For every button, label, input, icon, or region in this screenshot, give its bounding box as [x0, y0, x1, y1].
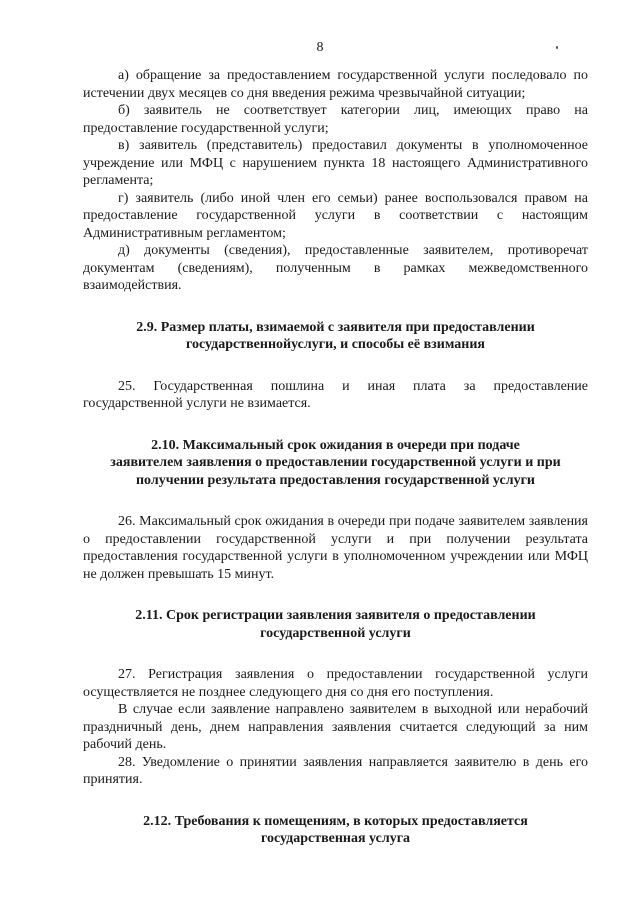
- section-2-9: [83, 319, 588, 413]
- heading-line: 2.10. Максимальный срок ожидания в очереди при подаче: [151, 437, 520, 453]
- refusal-grounds-list: [83, 67, 588, 295]
- list-item: б) заявитель не соответствует категории лиц, имеющих право на предоставление государственной услуги;: [83, 103, 588, 136]
- section-2-10: [83, 437, 588, 584]
- heading-line: государственнойуслуги, и способы её взимания: [186, 337, 485, 352]
- section-heading: [83, 437, 588, 490]
- scan-artifact: [556, 46, 558, 49]
- paragraph: 26. Максимальный срок ожидания в очереди при подаче заявителем заявления о предоставлении государственной услуги и при получении результата предоставления государственной услуги в уполномоченном учреждении или МФЦ не должен превышать 15 минут.: [83, 514, 588, 582]
- section-2-12: [83, 813, 588, 848]
- section-heading: [83, 319, 588, 354]
- section-2-11: [83, 607, 588, 789]
- section-heading: [83, 607, 588, 642]
- page-number: 8: [316, 40, 324, 55]
- list-item: в) заявитель (представитель) предоставил документы в уполномоченное учреждение или МФЦ с нарушением пункта 18 настоящего Административного регламента;: [83, 138, 588, 188]
- heading-line: 2.12. Требования к помещениям, в которых предоставляется: [143, 813, 528, 829]
- list-item: а) обращение за предоставлением государственной услуги последовало по истечении двух месяцев со дня введения режима чрезвычайной ситуации;: [83, 68, 588, 101]
- heading-line: 2.11. Срок регистрации заявления заявителя о предоставлении: [135, 608, 536, 623]
- heading-line: заявителем заявления о предоставлении государственной услуги и при: [110, 455, 561, 470]
- section-heading: [83, 813, 588, 848]
- list-item: д) документы (сведения), предоставленные заявителем, противоречат документам (сведениям), полученным в рамках межведомственного взаимодействия.: [83, 243, 588, 293]
- heading-line: получении результата предоставления государственной услуги: [135, 472, 535, 488]
- heading-line: государственная услуга: [260, 831, 411, 846]
- document-body: [83, 67, 588, 872]
- paragraph: 27. Регистрация заявления о предоставлении государственной услуги осуществляется не позднее следующего дня со дня его поступления.: [83, 667, 588, 700]
- paragraph: 28. Уведомление о принятии заявления направляется заявителю в день его принятия.: [83, 754, 588, 787]
- list-item: г) заявитель (либо иной член его семьи) ранее воспользовался правом на предоставление государственной услуги в соответствии с настоящим Административным регламентом;: [83, 190, 588, 241]
- paragraph: 25. Государственная пошлина и иная плата за предоставление государственной услуги не взимается.: [83, 378, 588, 411]
- paragraph: В случае если заявление направлено заявителем в выходной или нерабочий праздничный день, днем направления заявления считается следующий за ним рабочий день.: [83, 702, 588, 752]
- heading-line: государственной услуги: [260, 625, 411, 641]
- heading-line: 2.9. Размер платы, взимаемой с заявителя при предоставлении: [136, 319, 535, 335]
